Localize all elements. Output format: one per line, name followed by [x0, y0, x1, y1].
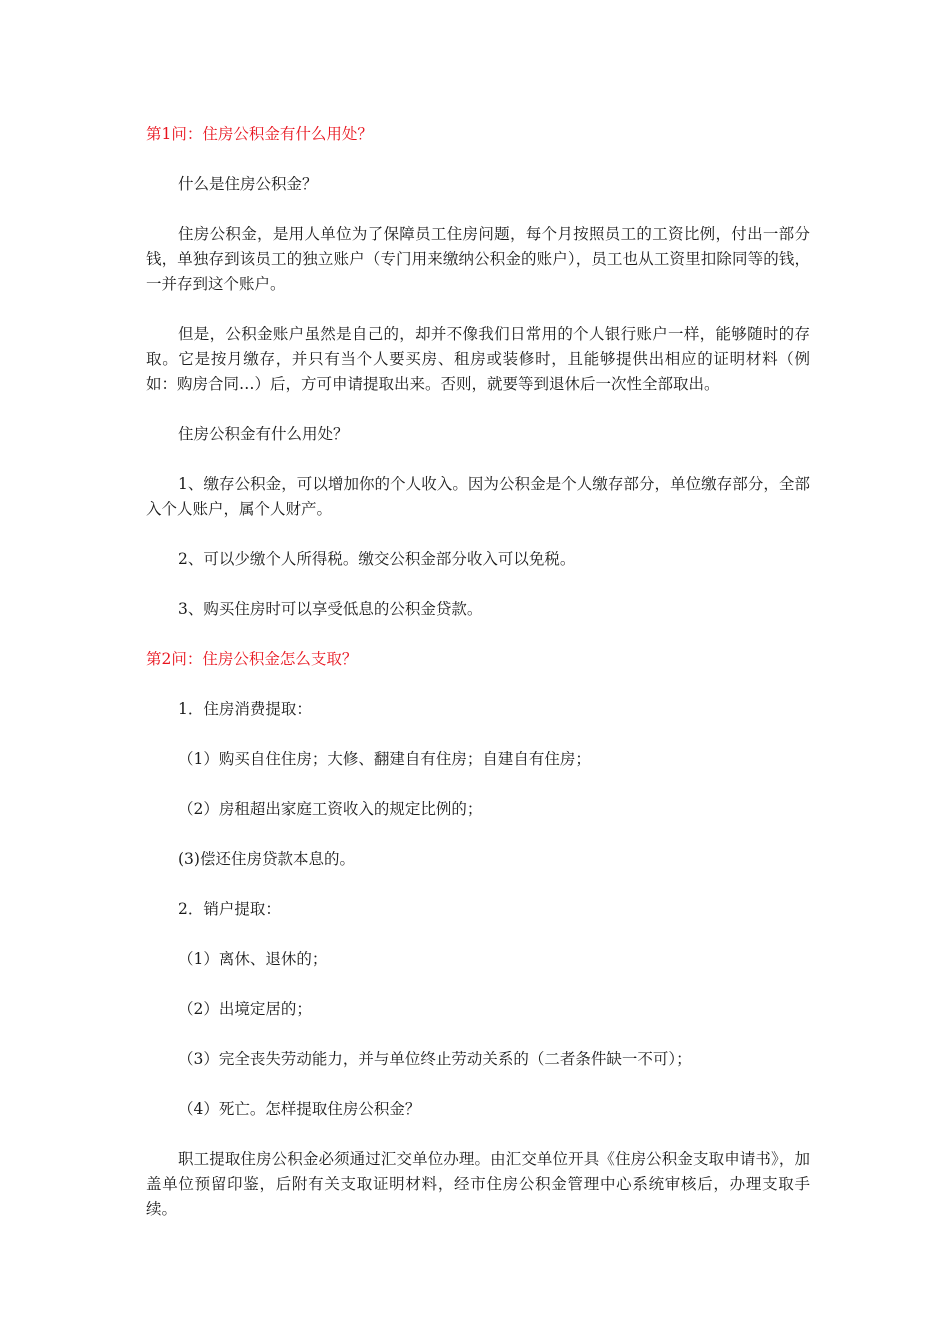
list-item: （2）房租超出家庭工资收入的规定比例的；	[178, 800, 483, 818]
paragraph-use-3: 3、购买住房时可以享受低息的公积金贷款。	[178, 600, 483, 618]
list-item: （3）完全丧失劳动能力，并与单位终止劳动关系的（二者条件缺一不可）；	[178, 1050, 692, 1068]
paragraph-procedure: 职工提取住房公积金必须通过汇交单位办理。由汇交单位开具《住房公积金支取申请书》，加盖单位预留印鉴，后附有关支取证明材料，经市住房公积金管理中心系统审核后，办理支取手续。	[146, 1150, 810, 1218]
paragraph-what-is: 什么是住房公积金？	[178, 175, 318, 193]
paragraph-uses-question: 住房公积金有什么用处？	[178, 425, 349, 443]
document-body	[146, 122, 810, 1222]
category-account-closure: 2．销户提取：	[178, 900, 281, 918]
paragraph-use-2: 2、可以少缴个人所得税。缴交公积金部分收入可以免税。	[178, 550, 576, 568]
list-item: （2）出境定居的；	[178, 1000, 312, 1018]
paragraph-definition: 住房公积金，是用人单位为了保障员工住房问题，每个月按照员工的工资比例，付出一部分钱，单独存到该员工的独立账户（专门用来缴纳公积金的账户），员工也从工资里扣除同等的钱，一并存到这个账户。	[146, 225, 810, 293]
list-item: （4）死亡。怎样提取住房公积金？	[178, 1100, 421, 1118]
list-item: (3)偿还住房贷款本息的。	[178, 850, 355, 868]
list-item: （1）离休、退休的；	[178, 950, 328, 968]
list-item: （1）购买自住住房；大修、翻建自有住房；自建自有住房；	[178, 750, 591, 768]
question-2-heading: 第2问：住房公积金怎么支取？	[146, 650, 358, 668]
category-housing-consumption: 1．住房消费提取：	[178, 700, 312, 718]
paragraph-however: 但是，公积金账户虽然是自己的，却并不像我们日常用的个人银行账户一样，能够随时的存取。它是按月缴存，并只有当个人要买房、租房或装修时，且能够提供出相应的证明材料（例如：购房合同…）后，方可申请提取出来。否则，就要等到退休后一次性全部取出。	[146, 325, 810, 393]
question-1-heading: 第1问：住房公积金有什么用处？	[146, 125, 373, 143]
paragraph-use-1: 1、缴存公积金，可以增加你的个人收入。因为公积金是个人缴存部分，单位缴存部分，全部入个人账户，属个人财产。	[146, 475, 810, 518]
